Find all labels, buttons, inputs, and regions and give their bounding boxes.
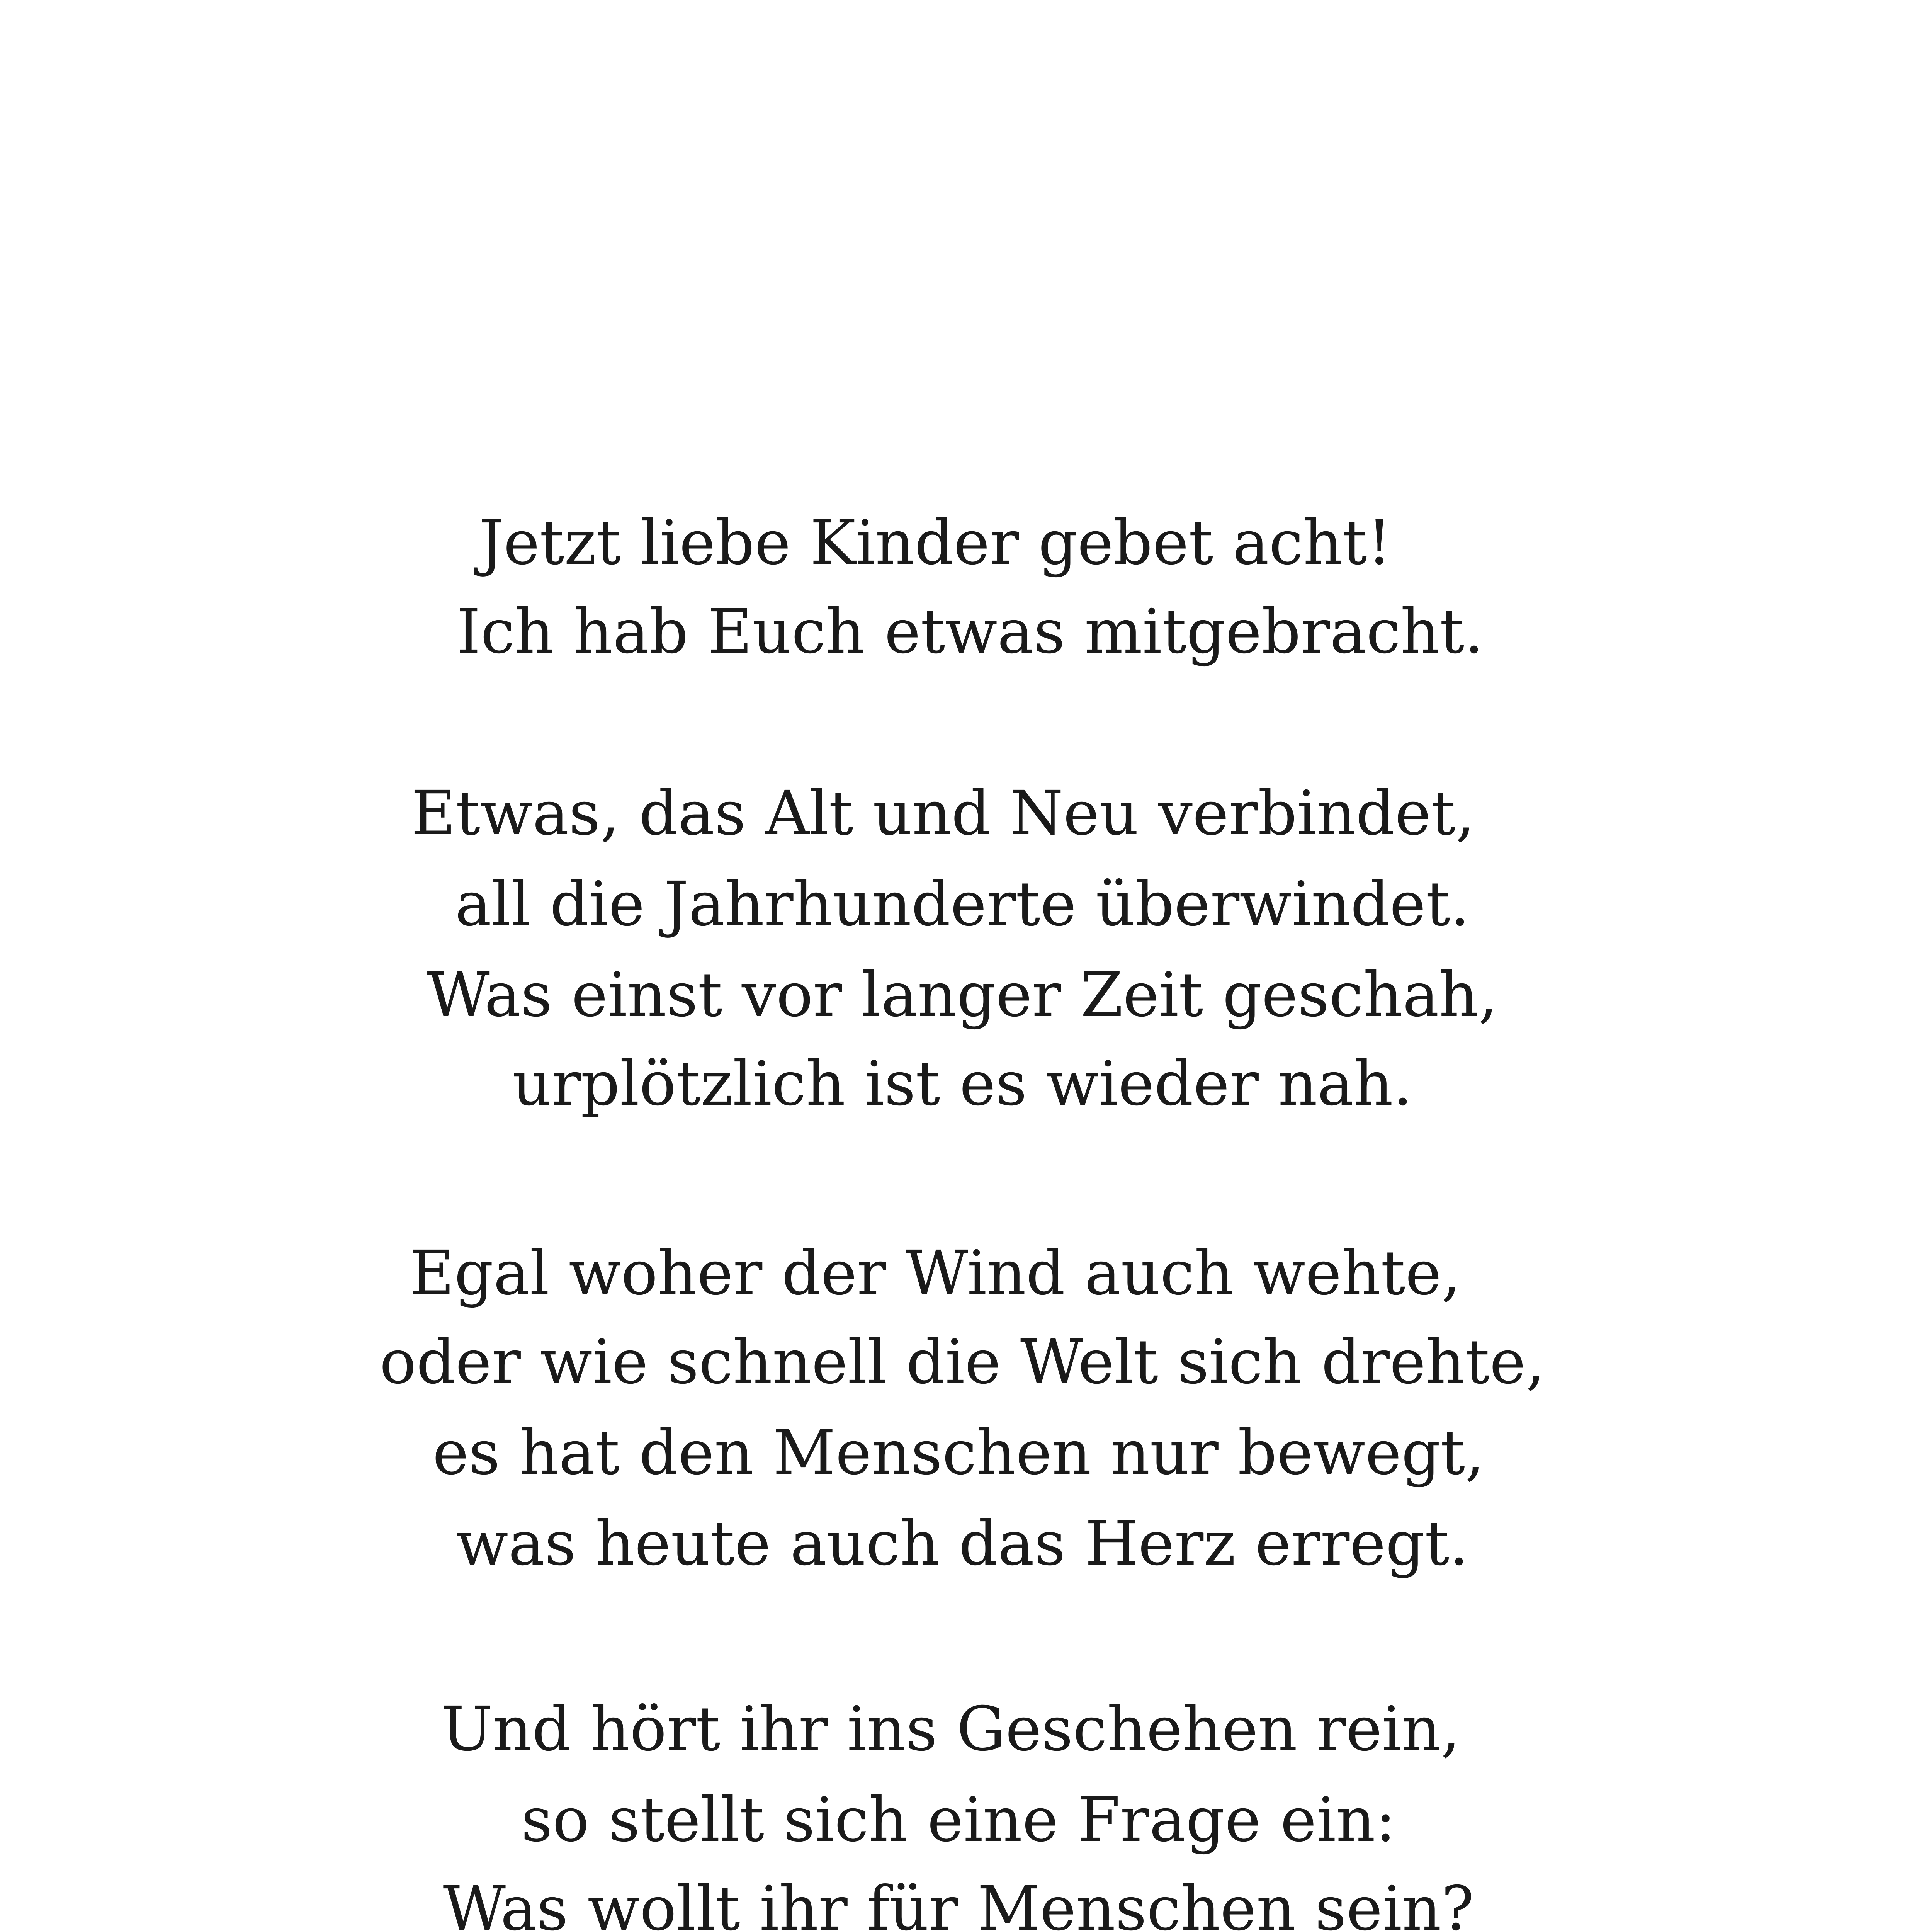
poem-line: Ich hab Euch etwas mitgebracht. (456, 596, 1484, 667)
poem-line: so stellt sich eine Frage ein: (521, 1784, 1396, 1855)
poem-line: Was einst vor langer Zeit geschah, (427, 959, 1498, 1031)
poem-line: Egal woher der Wind auch wehte, (410, 1238, 1461, 1309)
poem-line: all die Jahrhunderte überwindet. (455, 869, 1470, 940)
poem-line: es hat den Menschen nur bewegt, (432, 1417, 1485, 1488)
poem-line: Etwas, das Alt und Neu verbindet, (411, 778, 1475, 849)
poem-line: Was wollt ihr für Menschen sein? (443, 1873, 1474, 1932)
poem-line: Und hört ihr ins Geschehen rein, (441, 1694, 1460, 1765)
poem-line: oder wie schnell die Welt sich drehte, (379, 1327, 1545, 1398)
poem-line: Jetzt liebe Kinder gebet acht! (479, 507, 1392, 578)
poem-line: urplötzlich ist es wieder nah. (512, 1048, 1413, 1119)
poem-line: was heute auch das Herz erregt. (456, 1508, 1469, 1579)
